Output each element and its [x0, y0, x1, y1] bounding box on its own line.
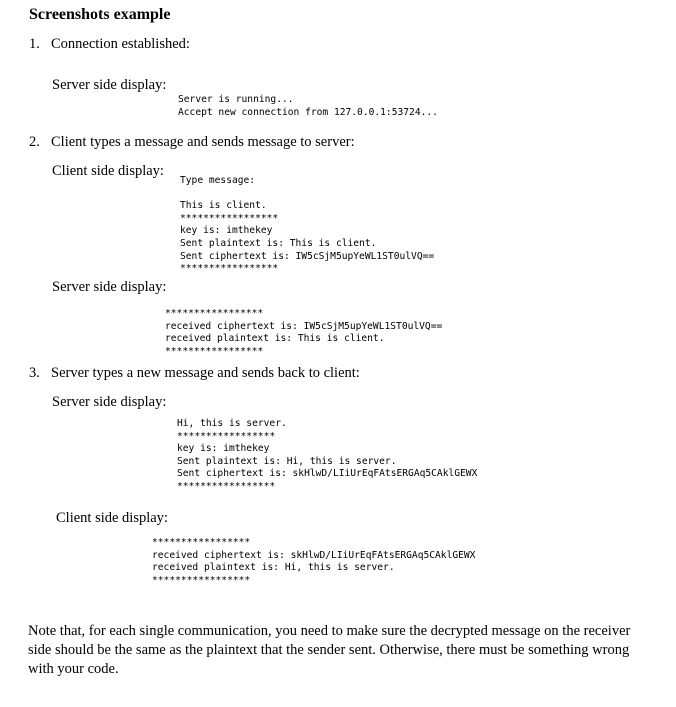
terminal-line — [180, 188, 434, 201]
terminal-line: ***************** — [177, 430, 276, 442]
client-side-display-label: Client side display: — [52, 163, 164, 179]
step-number: 2. — [29, 134, 40, 150]
step-text: Server types a new message and sends back to client: — [51, 365, 360, 381]
terminal-line: received ciphertext is: skHlwD/LIiUrEqFAtsERGAq5CAklGEWX — [152, 549, 476, 561]
terminal-output-client-receive — [152, 537, 475, 587]
terminal-line: Type message: — [180, 175, 256, 186]
terminal-line: ***************** — [165, 308, 264, 319]
terminal-line: ***************** — [180, 212, 279, 224]
terminal-line: key is: imthekey — [177, 443, 270, 455]
terminal-line: Sent ciphertext is: IW5cSjM5upYeWL1ST0ulVQ== — [180, 250, 435, 262]
note-paragraph: Note that, for each single communication, you need to make sure the decrypted message on the receiver side should be the same as the plaintext that the sender sent. Otherwise, there must be something wrong with your code. — [28, 623, 631, 677]
terminal-line: key is: imthekey — [180, 225, 273, 237]
server-side-display-label: Server side display: — [52, 394, 167, 410]
step-3-heading — [29, 365, 360, 382]
terminal-line: ***************** — [152, 537, 251, 548]
terminal-output-server-receive — [165, 308, 442, 358]
step-text: Connection established: — [51, 36, 190, 52]
server-side-display-label: Server side display: — [52, 77, 167, 93]
terminal-output-client-send — [180, 175, 434, 276]
terminal-line: Sent ciphertext is: skHlwD/LIiUrEqFAtsERGAq5CAklGEWX — [177, 468, 478, 480]
terminal-line: Server is running... — [178, 94, 294, 105]
step-text: Client types a message and sends message to server: — [51, 134, 355, 150]
step-2-heading — [29, 134, 355, 151]
step-1-heading — [29, 36, 190, 53]
terminal-output-server-send — [177, 418, 477, 494]
step-number: 1. — [29, 36, 40, 52]
terminal-line: received plaintext is: Hi, this is server. — [152, 562, 395, 574]
client-side-display-label: Client side display: — [56, 510, 168, 526]
terminal-line: ***************** — [165, 345, 264, 357]
terminal-line: received ciphertext is: IW5cSjM5upYeWL1ST0ulVQ== — [165, 320, 443, 332]
server-side-display-label: Server side display: — [52, 279, 167, 295]
terminal-line: ***************** — [180, 263, 279, 275]
terminal-output-server-connection — [178, 94, 438, 119]
terminal-line: Sent plaintext is: Hi, this is server. — [177, 455, 397, 467]
terminal-line: This is client. — [180, 200, 267, 212]
terminal-line: received plaintext is: This is client. — [165, 333, 385, 345]
document-title: Screenshots example — [29, 6, 171, 23]
terminal-line: ***************** — [152, 574, 251, 586]
step-number: 3. — [29, 365, 40, 381]
terminal-line: Hi, this is server. — [177, 418, 287, 429]
terminal-line: ***************** — [177, 480, 276, 492]
terminal-line: Accept new connection from 127.0.0.1:53724... — [178, 106, 438, 118]
terminal-line: Sent plaintext is: This is client. — [180, 237, 377, 249]
